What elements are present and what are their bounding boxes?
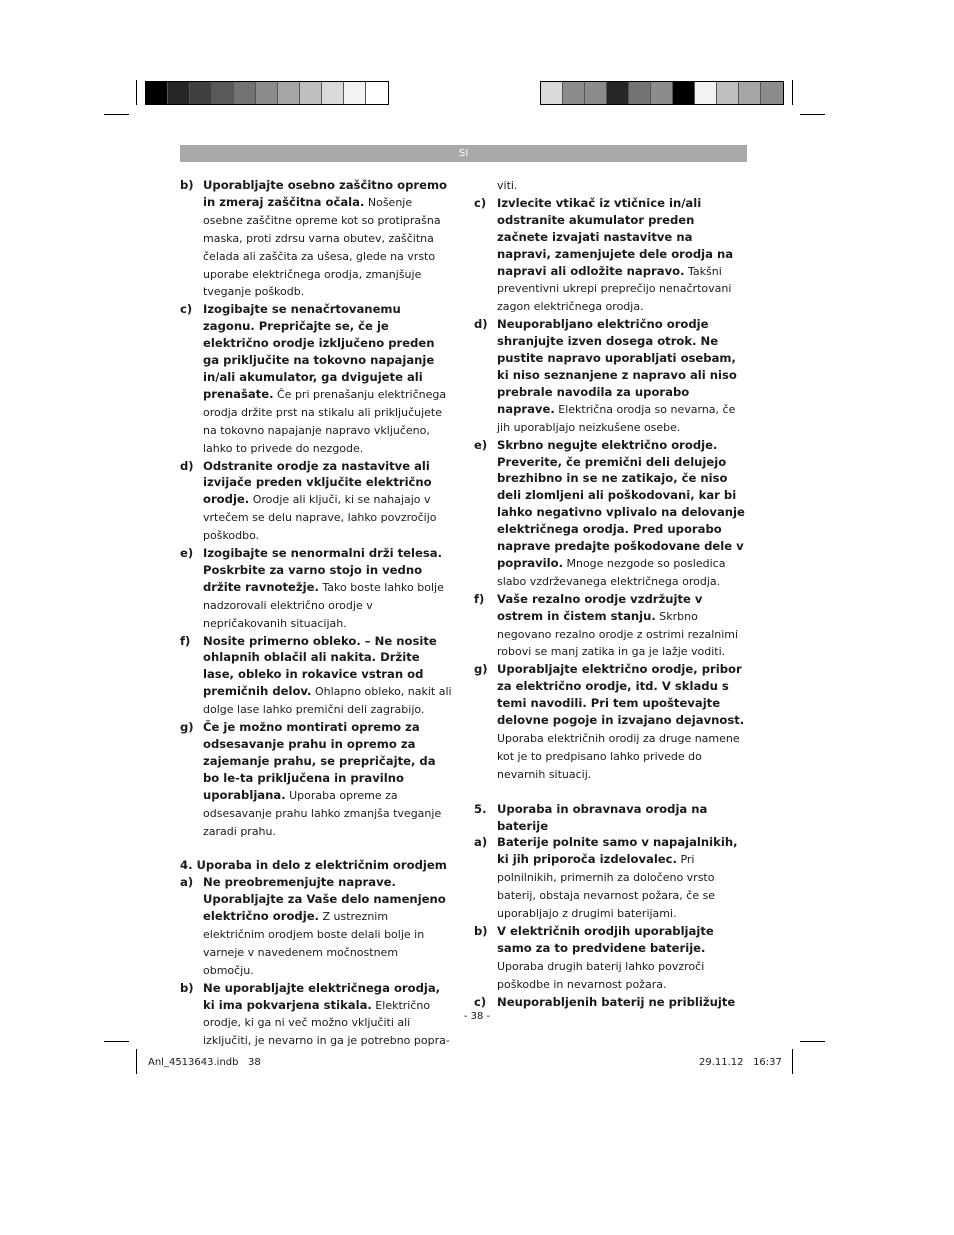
color-calibration-bar-right: [540, 81, 784, 105]
list-item: [180, 301, 452, 457]
item-bold-text: Izogibajte se nenormalni drži telesa. Poskrbite za varno stojo in vedno držite ravnotežje.: [203, 546, 442, 594]
color-swatch: [585, 82, 607, 104]
right-column: [474, 177, 746, 1010]
list-item: [180, 545, 452, 633]
item-bold-text: Odstranite orodje za nastavitve ali izvijače preden vključite električno orodje.: [203, 458, 432, 507]
color-calibration-bar-left: [145, 81, 389, 105]
item-label: d): [474, 317, 488, 332]
item-bold-text: Uporabljajte osebno zaščitno opremo in zmeraj zaščitna očala.: [203, 178, 447, 209]
color-swatch: [739, 82, 761, 104]
item-text: Skrbno negovano rezalno orodje z ostrimi rezalnimi robovi se manj zatika in ga je lažje voditi.: [497, 609, 739, 659]
color-swatch: [146, 82, 168, 104]
list-item: [180, 874, 452, 979]
list-item: [474, 316, 746, 436]
section-heading: 4. Uporaba in delo z električnim orodjem: [180, 858, 447, 873]
color-swatch: [651, 82, 673, 104]
item-bold-text: V električnih orodjih uporabljajte samo za to predvidene baterije.: [497, 923, 714, 955]
item-bold-text: Neuporabljenih baterij ne približujte: [497, 994, 736, 1009]
color-swatch: [190, 82, 212, 104]
crop-mark: [136, 1049, 137, 1074]
item-text: Takšni preventivni ukrepi preprečijo nenačrtovani zagon električnega orodja.: [497, 264, 732, 314]
list-item: [474, 591, 746, 662]
crop-mark: [104, 114, 129, 115]
color-swatch: [366, 82, 388, 104]
color-swatch: [300, 82, 322, 104]
color-swatch: [673, 82, 695, 104]
crop-mark: [800, 1041, 825, 1042]
color-swatch: [234, 82, 256, 104]
color-swatch: [761, 82, 783, 104]
color-swatch: [322, 82, 344, 104]
crop-mark: [792, 80, 793, 105]
crop-mark: [800, 114, 825, 115]
item-text: Z ustreznim električnim orodjem boste delali bolje in varneje v navedenem močnostnem območju.: [203, 910, 425, 977]
color-swatch: [563, 82, 585, 104]
item-bold-text: Ne preobremenjujte naprave. Uporabljajte za Vaše delo namenjeno električno orodje.: [203, 875, 446, 924]
item-label: e): [474, 437, 488, 452]
left-column: [180, 177, 452, 1050]
item-label: c): [474, 994, 487, 1009]
item-bold-text: Uporabljajte električno orodje, pribor za električno orodje, itd. V skladu s temi navodili. Pri tem upoštevajte delovne pogoje in izvajano dejavnost.: [497, 662, 745, 728]
item-bold-text: Ne uporabljajte električnega orodja, ki ima pokvarjena stikala.: [203, 980, 441, 1012]
item-text: Tako boste lahko bolje nadzorovali električno orodje v nepričakovanih situacijah.: [203, 580, 444, 630]
item-text: Uporaba električnih orodij za druge namene kot je to predpisano lahko privede do nevarnih situacij.: [497, 732, 740, 781]
language-header-bar: [180, 145, 747, 162]
item-text: Uporaba opreme za odsesavanje prahu lahko zmanjša tveganje zaradi prahu.: [203, 788, 442, 838]
color-swatch: [695, 82, 717, 104]
item-bold-text: Izogibajte se nenačrtovanemu zagonu. Prepričajte se, če je električno orodje izključeno preden ga priključite na tokovno napajanje in/ali akumulator, ga dvigujete ali prenašate.: [203, 302, 435, 401]
section-number: 5.: [474, 801, 487, 816]
section-heading: [474, 801, 746, 835]
list-item: [474, 437, 746, 591]
item-bold-text: Če je možno montirati opremo za odsesavanje prahu in opremo za zajemanje prahu, se prepričajte, da bo le-ta priključena in pravilno uporabljana.: [203, 720, 436, 802]
item-text: Mnoge nezgode so posledica slabo vzdrževanega električnega orodja.: [497, 556, 726, 588]
item-label: f): [474, 591, 485, 606]
item-text: viti.: [497, 179, 518, 192]
item-text: Če pri prenašanju električnega orodja držite prst na stikalu ali priključujete na tokovno napajanje napravo vključeno, lahko to privede do nezgode.: [203, 387, 447, 455]
color-swatch: [278, 82, 300, 104]
color-swatch: [344, 82, 366, 104]
item-text: Ohlapno obleko, nakit ali dolge lase lahko premični deli zagrabijo.: [203, 685, 452, 717]
item-label: g): [474, 662, 488, 677]
item-text: Električna orodja so nevarna, če jih uporabljajo neizkušene osebe.: [497, 402, 736, 434]
color-swatch: [717, 82, 739, 104]
list-item: [180, 458, 452, 546]
item-label: b): [474, 923, 488, 938]
list-item: [180, 633, 452, 720]
footer-timestamp: 29.11.12 16:37: [699, 1057, 782, 1068]
item-label: b): [180, 178, 194, 192]
color-swatch: [256, 82, 278, 104]
item-text: Uporaba drugih baterij lahko povzroči poškodbe in nevarnost požara.: [497, 959, 705, 991]
language-label: SI: [458, 148, 469, 159]
item-label: f): [180, 633, 191, 648]
item-text: Električno orodje, ki ga ni več možno vključiti ali izključiti, je nevarno in ga je potrebno popra-: [203, 998, 450, 1048]
item-label: g): [180, 720, 194, 735]
list-item: [474, 834, 746, 923]
color-swatch: [168, 82, 190, 104]
item-text: Orodje ali ključi, ki se nahajajo v vrtečem se delu naprave, lahko povzročijo poškodbo.: [203, 493, 437, 543]
item-label: c): [474, 195, 487, 210]
item-label: a): [180, 875, 194, 890]
item-bold-text: Vaše rezalno orodje vzdržujte v ostrem in čistem stanju.: [497, 591, 703, 623]
item-label: e): [180, 546, 194, 561]
color-swatch: [212, 82, 234, 104]
list-item: [474, 923, 746, 994]
list-item: [474, 661, 746, 783]
list-item: [474, 195, 746, 316]
list-item: [180, 177, 452, 301]
crop-mark: [792, 1049, 793, 1074]
item-label: b): [180, 980, 194, 995]
color-swatch: [607, 82, 629, 104]
color-swatch: [541, 82, 563, 104]
item-text: Pri polnilnikih, primernih za določeno vrsto baterij, obstaja nevarnost požara, če se uporabljajo z drugimi baterijami.: [497, 853, 716, 921]
list-item-continuation: [474, 177, 746, 195]
item-bold-text: Izvlecite vtikač iz vtičnice in/ali odstranite akumulator preden začnete izvajati nastavitve na napravi, zamenjujete dele orodja na napravi ali odložite napravo.: [497, 195, 734, 278]
page-number: - 38 -: [463, 1011, 491, 1022]
section-title: Uporaba in obravnava orodja na baterije: [497, 801, 708, 833]
list-item: [474, 994, 746, 1011]
item-bold-text: Nosite primerno obleko. – Ne nosite ohlapnih oblačil ali nakita. Držite lase, obleko in rokavice vstran od premičnih delov.: [203, 633, 437, 699]
item-bold-text: Skrbno negujte električno orodje. Preverite, če premični deli delujejo brezhibno in se ne zatikajo, če niso deli zlomljeni ali poškodovani, kar bi lahko negativno vplivalo na delovanje električnega orodja. Pred uporabo naprave predajte poškodovane dele v popravilo.: [497, 437, 745, 570]
item-label: c): [180, 302, 193, 317]
crop-mark: [104, 1041, 129, 1042]
item-text: Nošenje osebne zaščitne opreme kot so protiprašna maska, proti zdrsu varna obutev, zaščitna čelada ali zaščita za ušesa, glede na vrsto uporabe električnega orodja, zmanjšuje tveganje poškodb.: [203, 195, 441, 299]
footer-filename: Anl_4513643.indb 38: [148, 1057, 261, 1068]
item-label: d): [180, 458, 194, 473]
item-bold-text: Baterije polnite samo v napajalnikih, ki jih priporoča izdelovalec.: [497, 835, 738, 867]
crop-mark: [136, 80, 137, 105]
color-swatch: [629, 82, 651, 104]
list-item: [180, 719, 452, 840]
item-label: a): [474, 835, 488, 850]
item-bold-text: Neuporabljano električno orodje shranjujte izven dosega otrok. Ne pustite napravo uporabljati osebam, ki niso seznanjene z napravo ali niso prebrale navodila za uporabo naprave.: [497, 317, 737, 416]
